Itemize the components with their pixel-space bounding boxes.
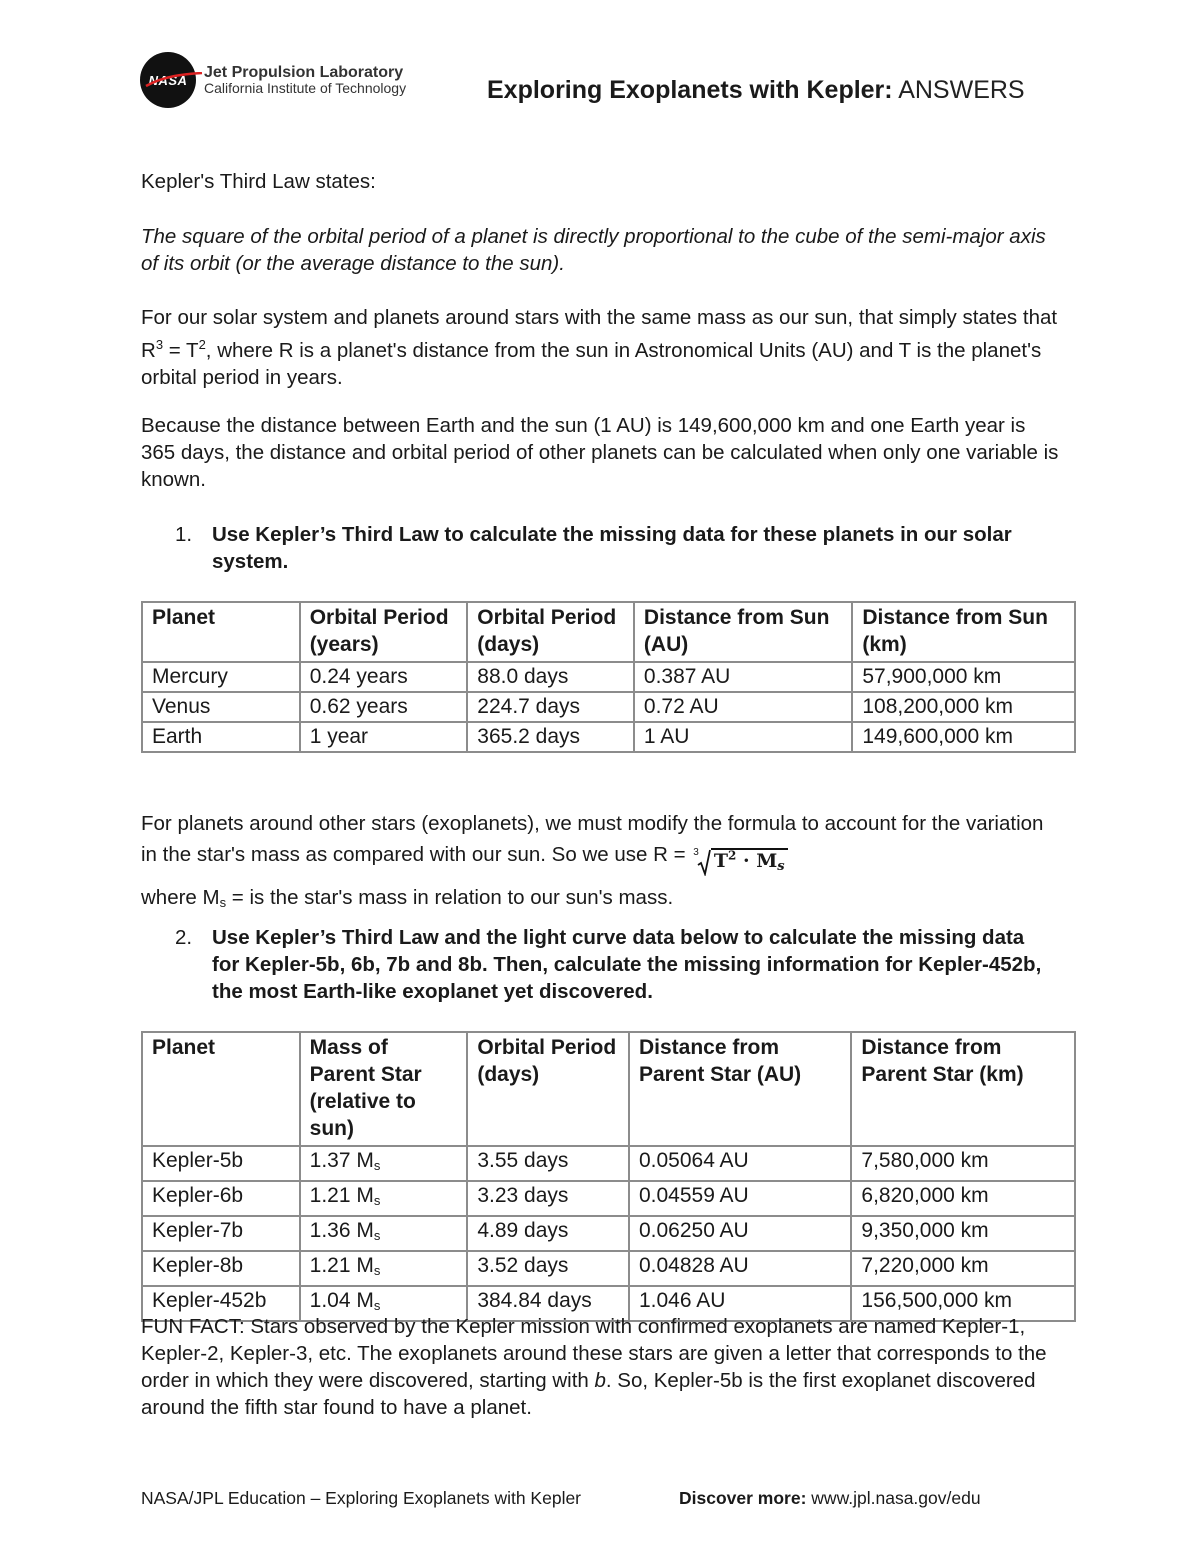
jpl-logo: [140, 52, 406, 108]
table-cell: 0.04559 AU: [629, 1181, 851, 1216]
table-row: [142, 1146, 1075, 1181]
table-cell: Kepler-8b: [142, 1251, 300, 1286]
para1-part-c: , where R is a planet's distance from the sun in Astronomical Units (AU) and T is the planet's orbital period in years.: [141, 338, 1042, 389]
fun-fact: [141, 1313, 1061, 1421]
mass-unit: M: [356, 1184, 374, 1207]
table2-header-row: [142, 1032, 1075, 1146]
exoplanet-paragraph: [141, 808, 1061, 918]
formula-dot: ·: [742, 850, 750, 872]
formula-index: 3: [693, 847, 699, 859]
table1-header-row: [142, 602, 1075, 662]
table-cell: 149,600,000 km: [852, 722, 1075, 752]
fun-fact-part-c: . So, Kepler-5b is the first exoplanet discovered around the fifth star found to have a planet.: [141, 1369, 1036, 1419]
table-cell: 384.84 days: [467, 1286, 629, 1321]
table-cell: Kepler-452b: [142, 1286, 300, 1321]
table-cell: 57,900,000 km: [852, 662, 1075, 692]
table-row: [142, 1181, 1075, 1216]
table-cell: Kepler-7b: [142, 1216, 300, 1251]
table-cell: Kepler-6b: [142, 1181, 300, 1216]
exo-text-a: For planets around other stars (exoplanets), we must modify the formula to account for the variation in the star's mass as compared with our sun. So we use R =: [141, 812, 1044, 866]
formula-sub: s: [777, 859, 785, 874]
table-cell: 1 year: [300, 722, 468, 752]
table-cell: [300, 1181, 468, 1216]
footer-link[interactable]: www.jpl.nasa.gov/edu: [811, 1488, 981, 1508]
org-subtitle: California Institute of Technology: [204, 80, 407, 97]
mass-unit-sub: s: [373, 1298, 381, 1313]
nasa-logo-icon: [140, 52, 196, 108]
table-cell: 7,580,000 km: [851, 1146, 1075, 1181]
table-cell: 0.04828 AU: [629, 1251, 851, 1286]
table-cell: 88.0 days: [467, 662, 634, 692]
table-cell: 1.046 AU: [629, 1286, 851, 1321]
table-row: [142, 1251, 1075, 1286]
table-cell: 156,500,000 km: [851, 1286, 1075, 1321]
question-1: [175, 521, 1055, 575]
table-cell: 0.05064 AU: [629, 1146, 851, 1181]
nasa-logo-text: NASA: [148, 72, 188, 88]
table-cell: 9,350,000 km: [851, 1216, 1075, 1251]
question-2: [175, 924, 1055, 1005]
para1-sup-2: 2: [198, 337, 206, 352]
table2-header: Distance from Parent Star (km): [851, 1032, 1075, 1146]
fun-fact-part-a: FUN FACT: Stars observed by the Kepler mission with confirmed exoplanets are named Kepler-1, Kepler-2, Kepler-3, etc. The exoplanets around these stars are given a letter that corresponds to the order in which they were discovered, starting with: [141, 1315, 1047, 1392]
formula-radicand: [711, 848, 788, 872]
table-cell: 0.24 years: [300, 662, 468, 692]
formula-t: T: [713, 850, 728, 872]
mass-unit-sub: s: [373, 1228, 381, 1243]
table-cell: 6,820,000 km: [851, 1181, 1075, 1216]
formula-m: M: [756, 850, 778, 872]
law-heading: Kepler's Third Law states:: [141, 170, 376, 193]
table-cell: 108,200,000 km: [852, 692, 1075, 722]
table-row: [142, 692, 1075, 722]
table-cell: [300, 1216, 468, 1251]
footer-right: [679, 1488, 981, 1509]
table-cell: [300, 1251, 468, 1286]
intro-paragraph-2: Because the distance between Earth and the sun (1 AU) is 149,600,000 km and one Earth year is 365 days, the distance and orbital period of other planets can be calculated when only one variable is known.: [141, 414, 1059, 491]
table1-header: Orbital Period (years): [300, 602, 468, 662]
table-cell: 0.06250 AU: [629, 1216, 851, 1251]
table2-header: Planet: [142, 1032, 300, 1146]
mass-value: 1.21: [309, 1184, 351, 1207]
fun-fact-letter: b: [594, 1369, 606, 1392]
kepler-formula: [691, 841, 787, 882]
page-header: [140, 52, 1080, 112]
table-cell: [300, 1146, 468, 1181]
table1-header: Orbital Period (days): [467, 602, 634, 662]
table-cell: Kepler-5b: [142, 1146, 300, 1181]
nasa-swoosh-icon: [144, 72, 204, 88]
mass-value: 1.21: [309, 1254, 351, 1277]
question-1-number: 1.: [175, 523, 193, 546]
table-cell: 224.7 days: [467, 692, 634, 722]
law-statement: The square of the orbital period of a planet is directly proportional to the cube of the semi-major axis of its orbit (or the average distance to the sun).: [141, 225, 1046, 275]
table1-header: Distance from Sun (km): [852, 602, 1075, 662]
table-cell: 3.55 days: [467, 1146, 629, 1181]
org-name: Jet Propulsion Laboratory: [204, 63, 404, 81]
table2-header: Orbital Period (days): [467, 1032, 629, 1146]
exo-text-b-post: = is the star's mass in relation to our sun's mass.: [226, 886, 674, 909]
table-row: [142, 662, 1075, 692]
question-2-number: 2.: [175, 926, 193, 949]
table-cell: Earth: [142, 722, 300, 752]
table1-header: Distance from Sun (AU): [634, 602, 852, 662]
page-footer: [141, 1488, 1041, 1509]
mass-value: 1.36: [309, 1219, 351, 1242]
title-answers: ANSWERS: [898, 76, 1025, 104]
mass-value: 1.04: [309, 1289, 351, 1312]
footer-left: NASA/JPL Education – Exploring Exoplanets with Kepler: [141, 1488, 582, 1508]
para1-part-a: For our solar system and planets around stars with the same mass as our sun, that simply states that R: [141, 306, 1058, 362]
table-cell: 1 AU: [634, 722, 852, 752]
table-cell: 365.2 days: [467, 722, 634, 752]
footer-discover-label: Discover more:: [679, 1488, 807, 1508]
intro-paragraph-1: [141, 304, 1061, 391]
mass-unit: M: [356, 1254, 374, 1277]
para1-part-b: = T: [163, 338, 199, 362]
table-cell: 0.387 AU: [634, 662, 852, 692]
mass-unit-sub: s: [373, 1158, 381, 1173]
title-bold: Exploring Exoplanets with Kepler:: [487, 76, 893, 104]
page-title: [487, 76, 1025, 105]
mass-value: 1.37: [309, 1149, 351, 1172]
table-row: [142, 1216, 1075, 1251]
exo-text-b-pre: where M: [141, 886, 220, 909]
exo-text-b-sub: s: [219, 895, 227, 910]
table-cell: Venus: [142, 692, 300, 722]
exoplanet-table: [141, 1031, 1076, 1322]
table1-header: Planet: [142, 602, 300, 662]
mass-unit: M: [356, 1149, 374, 1172]
table-cell: Mercury: [142, 662, 300, 692]
table-cell: 3.23 days: [467, 1181, 629, 1216]
question-2-text: Use Kepler’s Third Law and the light curve data below to calculate the missing data for Kepler-5b, 6b, 7b and 8b. Then, calculate the missing information for Kepler-452b, the most Earth-like exoplanet yet discovered.: [212, 926, 1042, 1003]
question-1-text: Use Kepler’s Third Law to calculate the missing data for these planets in our solar system.: [212, 523, 1012, 573]
mass-unit: M: [356, 1219, 374, 1242]
table2-header: Distance from Parent Star (AU): [629, 1032, 851, 1146]
mass-unit-sub: s: [373, 1193, 381, 1208]
mass-unit: M: [356, 1289, 374, 1312]
para1-sup-3: 3: [155, 337, 164, 352]
table-cell: 7,220,000 km: [851, 1251, 1075, 1286]
solar-system-table: [141, 601, 1076, 753]
table-row: [142, 722, 1075, 752]
table-cell: 0.62 years: [300, 692, 468, 722]
table-cell: 0.72 AU: [634, 692, 852, 722]
formula-exponent: 2: [727, 848, 737, 863]
table-cell: 4.89 days: [467, 1216, 629, 1251]
mass-unit-sub: s: [373, 1263, 381, 1278]
table2-header: Mass of Parent Star (relative to sun): [300, 1032, 468, 1146]
table-cell: 3.52 days: [467, 1251, 629, 1286]
